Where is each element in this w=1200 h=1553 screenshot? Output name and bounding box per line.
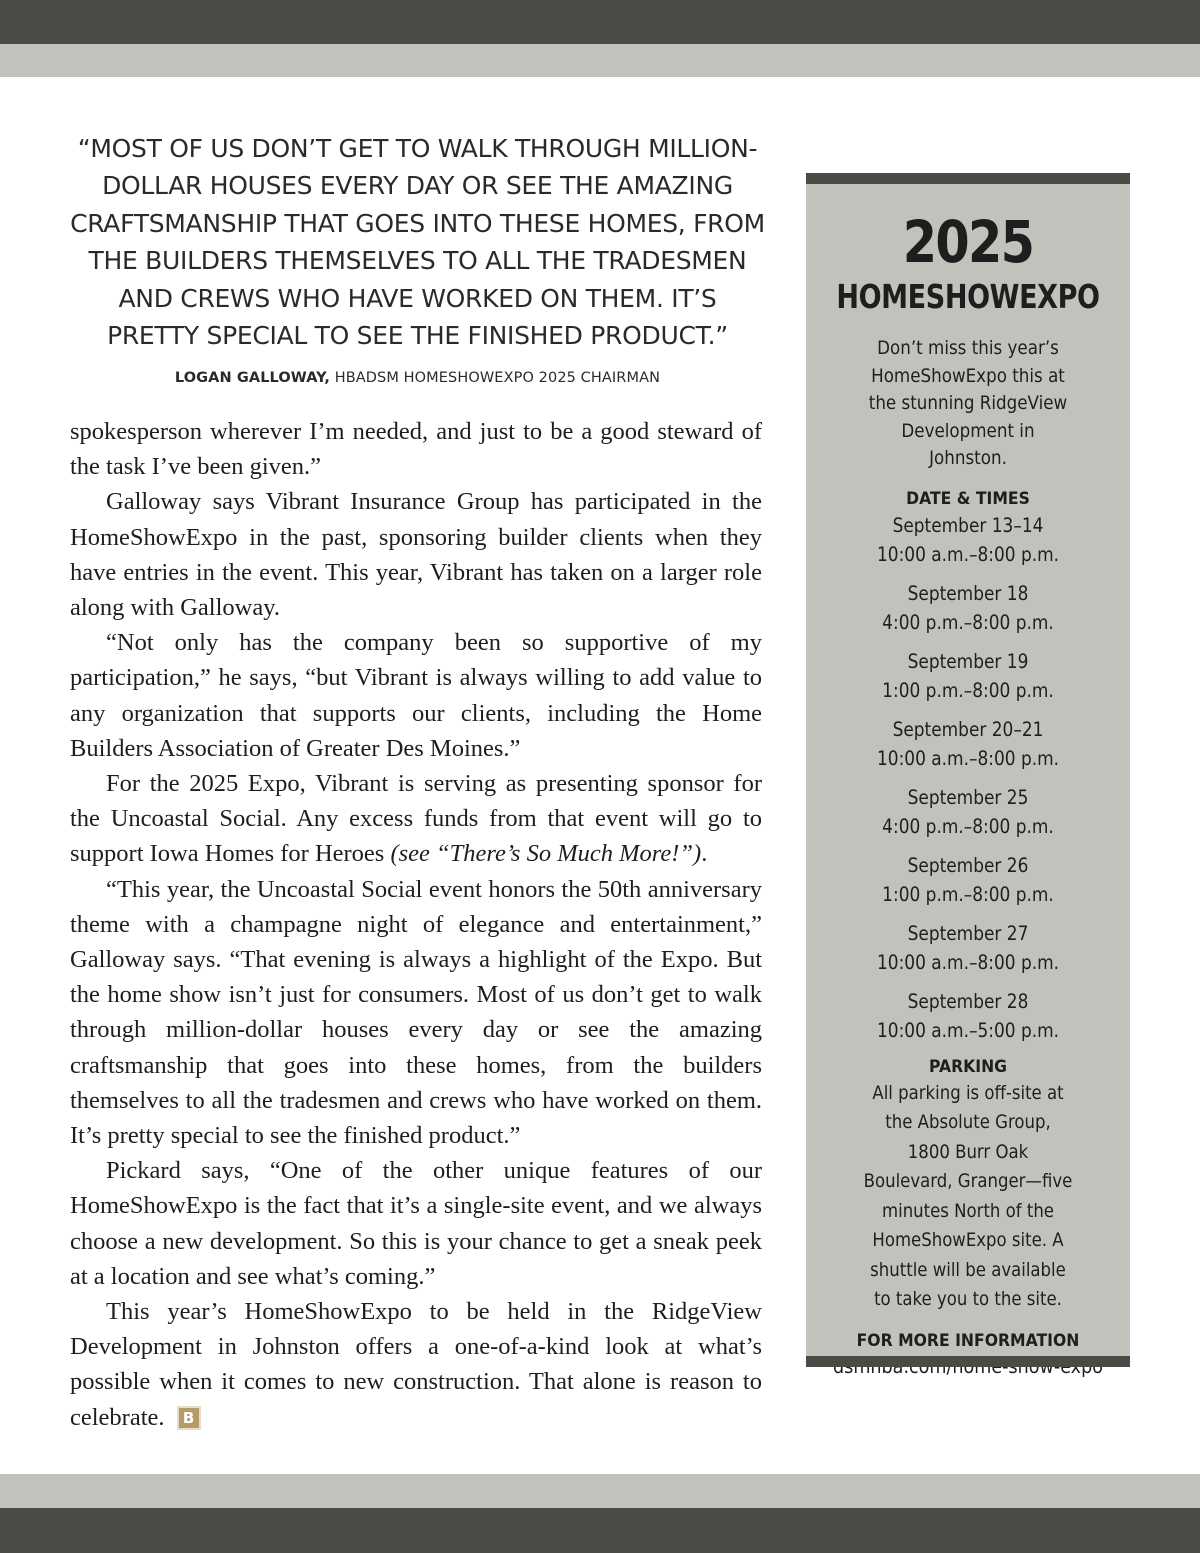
top-dark-band (0, 0, 1200, 44)
schedule-time: 10:00 a.m.–5:00 p.m. (876, 1018, 1060, 1042)
schedule-time: 1:00 p.m.–8:00 p.m. (882, 882, 1054, 906)
parking-text: All parking is off-site at the Absolute Group, 1800 Burr Oak Boulevard, Granger—five minutes North of the HomeShowExpo site. A shuttle will be available to take you to the site. (863, 1081, 1073, 1310)
sidebar-bottom-rule (806, 1356, 1130, 1367)
article-paragraph: spokesperson wherever I’m needed, and just to be a good steward of the task I’ve been given.” (70, 418, 762, 481)
sidebar-top-rule (806, 173, 1130, 184)
article-paragraph: “Not only has the company been so supportive of my participation,” he says, “but Vibrant is always willing to add value to any organization that supports our clients, including the Home Builders Association of Greater Des Moines.” (70, 629, 762, 762)
schedule-entry (827, 579, 1109, 637)
sidebar-intro: Don’t miss this year’s HomeShowExpo this at the stunning RidgeView Development in Johnston. (868, 337, 1068, 469)
schedule-entry (827, 783, 1109, 841)
schedule-time: 10:00 a.m.–8:00 p.m. (876, 542, 1060, 566)
event-sidebar (806, 173, 1130, 1367)
pull-quote-text: “MOST OF US DON’T GET TO WALK THROUGH MILLION-DOLLAR HOUSES EVERY DAY OR SEE THE AMAZING CRAFTSMANSHIP THAT GOES INTO THESE HOMES, FROM THE BUILDERS THEMSELVES TO ALL THE TRADESMEN AND CREWS WHO HAVE WORKED ON THEM. IT’S PRETTY SPECIAL TO SEE THE FINISHED PRODUCT.” (70, 134, 765, 351)
article-paragraph: “This year, the Uncoastal Social event honors the 50th anniversary theme with a champagne night of elegance and entertainment,” Galloway says. “That evening is always a highlight of the Expo. But the home show isn’t just for consumers. Most of us don’t get to walk through million-dollar houses every day or see the amazing craftsmanship that goes into these homes, from the builders themselves to all the tradesmen and crews who have worked on them. It’s pretty special to see the finished product.” (70, 875, 762, 1150)
parking-heading: PARKING (928, 1056, 1008, 1077)
schedule-time: 4:00 p.m.–8:00 p.m. (882, 610, 1054, 634)
schedule-time: 10:00 a.m.–8:00 p.m. (876, 746, 1060, 770)
article-text: This year’s HomeShowExpo to be held in the RidgeView Development in Johnston offers a one-of-a-kind look at what’s possible when it comes to new construction. That alone is reason to celebrate. (70, 1298, 762, 1431)
article-paragraph: Pickard says, “One of the other unique features of our HomeShowExpo is the fact that it’s a single-site event, and we always choose a new development. So this is your chance to get a sneak peek at a location and see what’s coming.” (70, 1157, 762, 1290)
schedule-date: September 27 (907, 921, 1029, 945)
bottom-light-band (0, 1474, 1200, 1508)
article-paragraph (70, 766, 762, 872)
dates-heading: DATE & TIMES (906, 488, 1030, 509)
info-heading: FOR MORE INFORMATION (856, 1330, 1080, 1351)
schedule-date: September 18 (907, 581, 1029, 605)
top-light-band (0, 44, 1200, 77)
schedule-time: 1:00 p.m.–8:00 p.m. (882, 678, 1054, 702)
sidebar-content (806, 209, 1130, 1381)
schedule-date: September 13–14 (892, 513, 1044, 537)
article-text: For the 2025 Expo, Vibrant is serving as presenting sponsor for the Uncoastal Social. Any excess funds from that event will go to support Iowa Homes for Heroes (70, 770, 762, 868)
pull-quote-attribution (70, 370, 765, 386)
sidebar-year: 2025 (902, 208, 1034, 276)
attribution-name: LOGAN GALLOWAY, (174, 370, 330, 387)
schedule-date: September 25 (907, 785, 1029, 809)
article-cross-reference: (see “There’s So Much More!”) (390, 840, 702, 868)
schedule-entry (827, 987, 1109, 1045)
schedule-date: September 26 (907, 853, 1029, 877)
schedule-time: 4:00 p.m.–8:00 p.m. (882, 814, 1054, 838)
schedule-entry (827, 511, 1109, 569)
sidebar-title: HOMESHOWEXPO (836, 277, 1100, 316)
article-text: . (701, 840, 708, 868)
article-paragraph (70, 1294, 762, 1435)
schedule-entry (827, 851, 1109, 909)
article-paragraph: Galloway says Vibrant Insurance Group has participated in the HomeShowExpo in the past, sponsoring builder clients when they have entries in the event. This year, Vibrant has taken on a larger role along with Galloway. (70, 488, 762, 622)
schedule-entry (827, 715, 1109, 773)
schedule-date: September 20–21 (892, 717, 1044, 741)
end-mark-icon: B (177, 1406, 201, 1430)
schedule-entry (827, 919, 1109, 977)
schedule-list (806, 511, 1130, 1045)
schedule-time: 10:00 a.m.–8:00 p.m. (876, 950, 1060, 974)
pull-quote (70, 130, 765, 386)
attribution-title: HBADSM HOMESHOWEXPO 2025 CHAIRMAN (334, 370, 661, 387)
schedule-date: September 19 (907, 649, 1029, 673)
bottom-dark-band (0, 1508, 1200, 1553)
schedule-date: September 28 (907, 989, 1029, 1013)
article-body (70, 414, 762, 1435)
schedule-entry (827, 647, 1109, 705)
